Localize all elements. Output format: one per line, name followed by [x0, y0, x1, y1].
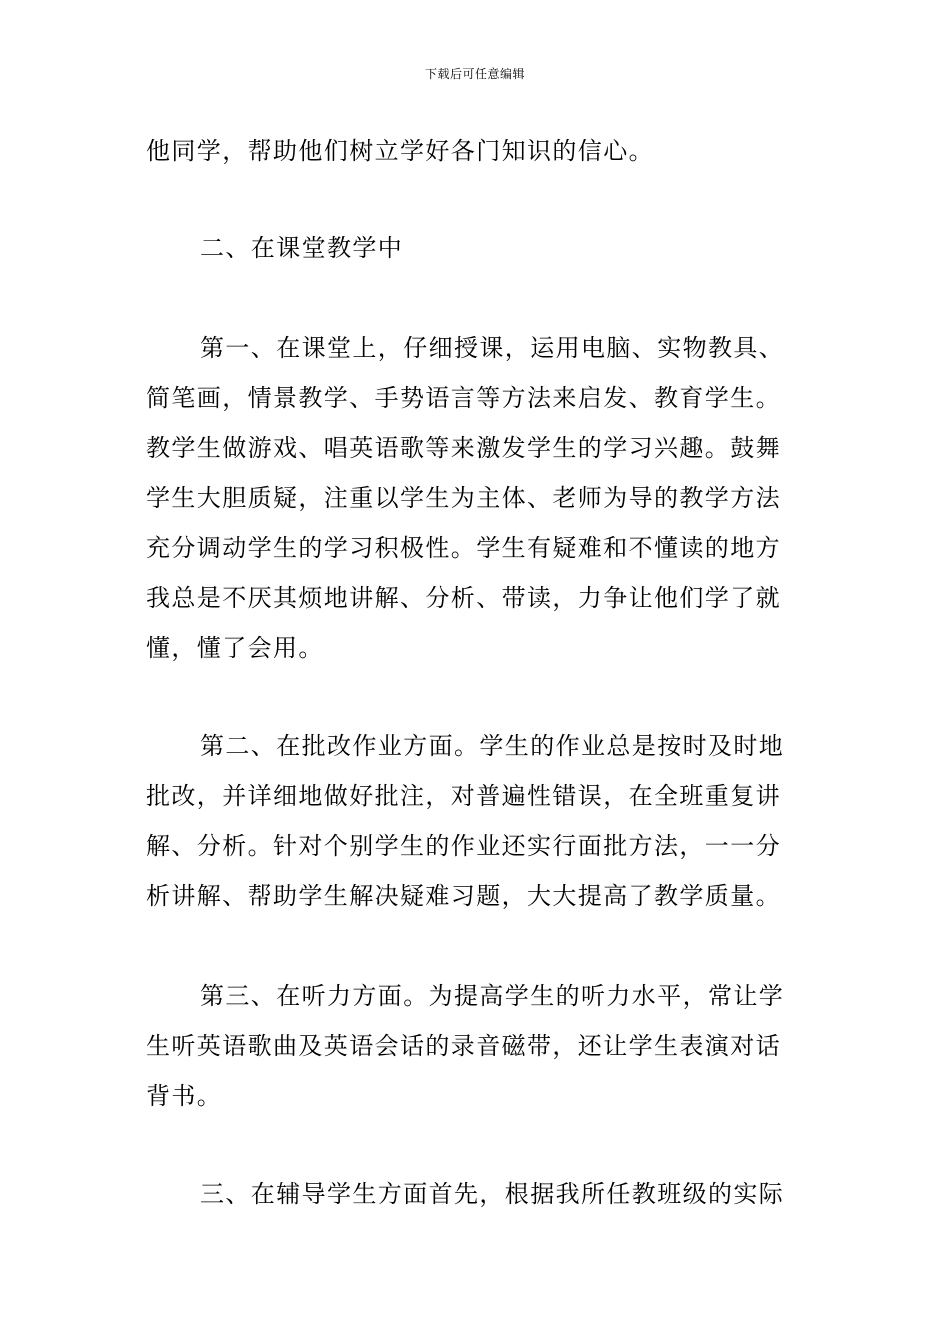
- body-text-line: 教学生做游戏、唱英语歌等来激发学生的学习兴趣。鼓舞: [146, 434, 781, 462]
- body-text-line: 第三、在听力方面。为提高学生的听力水平，常让学: [200, 982, 785, 1010]
- body-text-line: 他同学，帮助他们树立学好各门知识的信心。: [146, 137, 654, 165]
- section-heading: 三、在辅导学生方面首先，根据我所任教班级的实际: [200, 1180, 785, 1208]
- body-text-line: 懂，懂了会用。: [146, 634, 324, 662]
- body-text-line: 简笔画，情景教学、手势语言等方法来启发、教育学生。: [146, 384, 781, 412]
- body-text-line: 我总是不厌其烦地讲解、分析、带读，力争让他们学了就: [146, 584, 781, 612]
- body-text-line: 析讲解、帮助学生解决疑难习题，大大提高了教学质量。: [146, 882, 781, 910]
- body-text-line: 生听英语歌曲及英语会话的录音磁带，还让学生表演对话: [146, 1032, 781, 1060]
- body-text-line: 解、分析。针对个别学生的作业还实行面批方法，一一分: [146, 832, 781, 860]
- body-text-line: 批改，并详细地做好批注，对普遍性错误，在全班重复讲: [146, 782, 781, 810]
- body-text-line: 第二、在批改作业方面。学生的作业总是按时及时地: [200, 732, 785, 760]
- body-text-line: 背书。: [146, 1082, 223, 1110]
- section-heading: 二、在课堂教学中: [200, 234, 404, 262]
- body-text-line: 第一、在课堂上，仔细授课，运用电脑、实物教具、: [200, 334, 785, 362]
- body-text-line: 学生大胆质疑，注重以学生为主体、老师为导的教学方法: [146, 484, 781, 512]
- page-header-note: 下载后可任意编辑: [424, 67, 525, 81]
- body-text-line: 充分调动学生的学习积极性。学生有疑难和不懂读的地方: [146, 534, 781, 562]
